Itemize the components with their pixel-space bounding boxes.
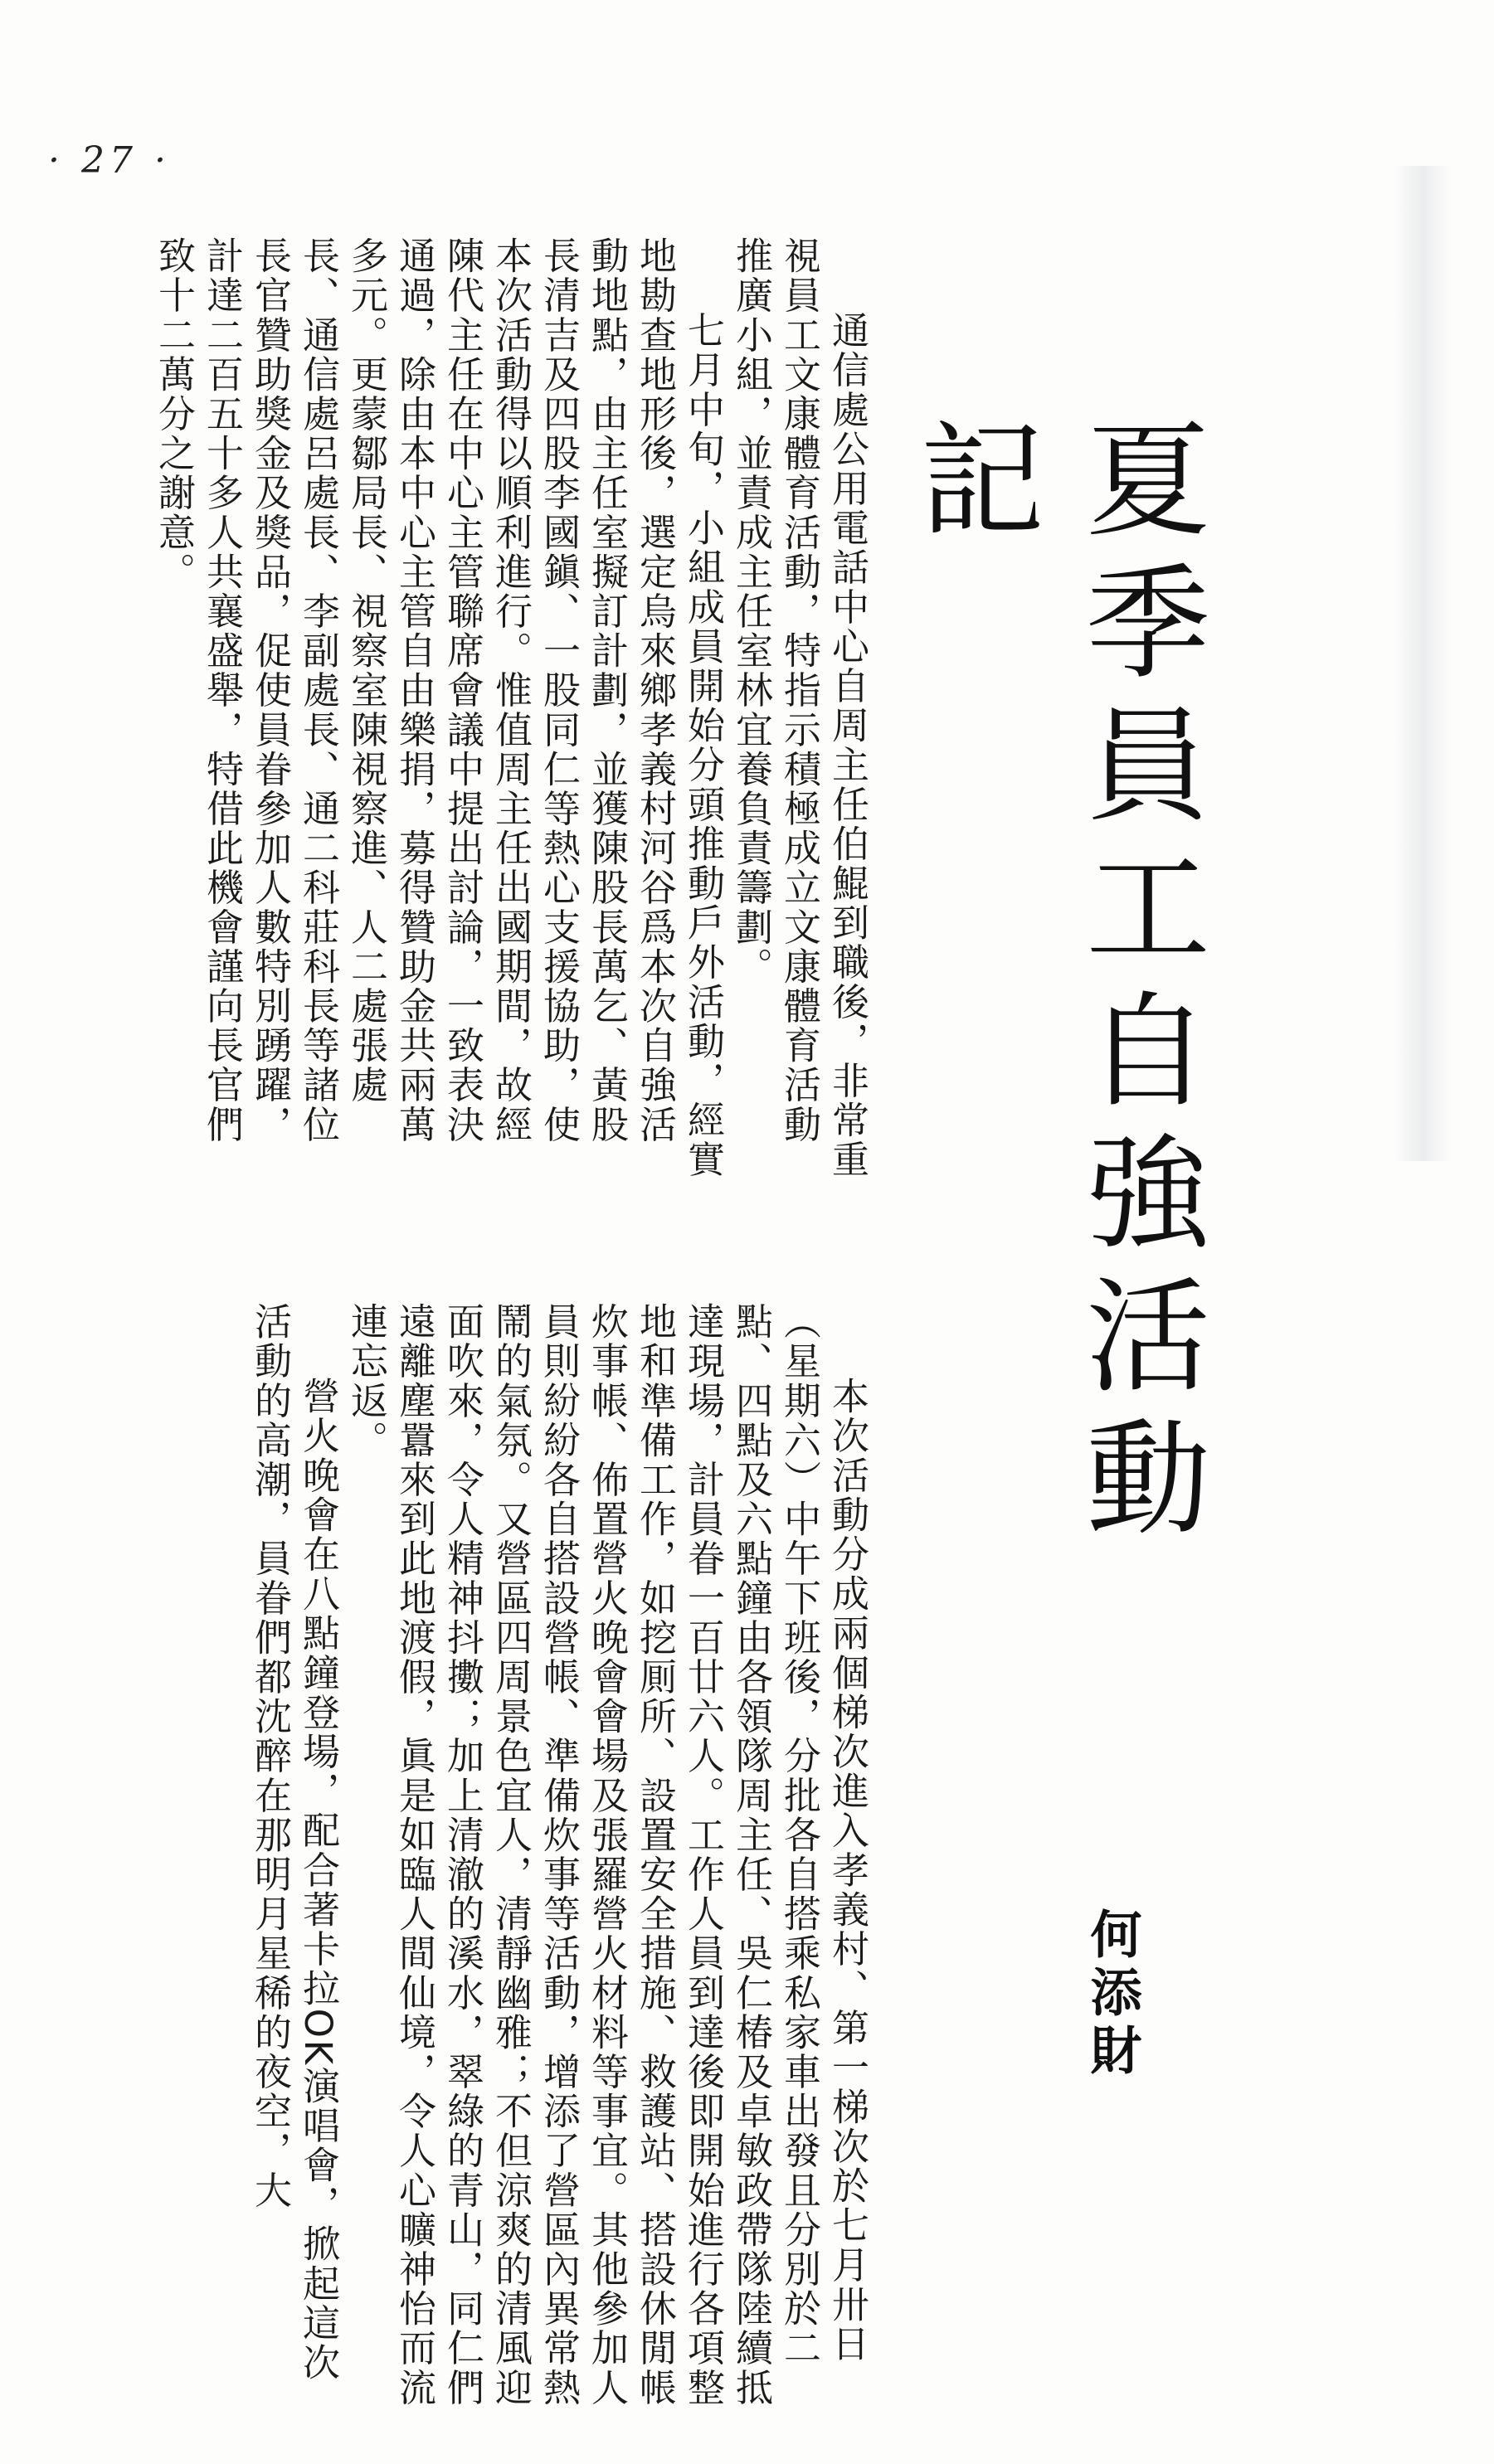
paragraph: 本次活動分成兩個梯次進入孝義村、第一梯次於七月卅日（星期六）中午下班後，分批各自搭乘私家車出發且分別於二點、四點及六點鐘由各領隊周主任、吳仁椿及卓敏政帶隊陸續抵達現場，計員眷一百廿六人。工作人員到達後即開始進行各項整地和準備工作，如挖厠所、設置安全措施、救護站、搭設休閒帳炊事帳、佈置營火晚會會場及張羅營火材料等事宜。其他參加人員則紛紛各自搭設營帳、準備炊事等活動，增添了營區內異常熱鬧的氣氛。又營區四周景色宜人，清靜幽雅；不但涼爽的清風迎面吹來，令人精神抖擻；加上清澈的溪水，翠綠的青山，同仁們遠離塵囂來到此地渡假，眞是如臨人間仙境，令人心曠神怡而流連忘返。 <box>344 1302 869 2408</box>
paragraph: 七月中旬，小組成員開始分頭推動戶外活動，經實地勘查地形後，選定烏來鄉孝義村河谷爲本次自強活動地點，由主任室擬訂計劃，並獲陳股長萬乞、黃股長清吉及四股李國鎭、一股同仁等熱心支援協助，使本次活動得以順利進行。惟值周主任出國期間，故經陳代主任在中心主管聯席會議中提出討論，一致表決通過，除由本中心主管自由樂捐，募得贊助金共兩萬多元。更蒙鄒局長、視察室陳視察進、人二處張處長、通信處呂處長、李副處長、通二科莊科長等諸位長官贊助獎金及獎品，促使員眷參加人數特別踴躍，計達二百五十多人共襄盛舉，特借此機會謹向長官們致十二萬分之謝意。 <box>152 236 725 1180</box>
upper-text-block <box>50 236 871 1182</box>
paragraph: 營火晚會在八點鐘登場，配合著卡拉OK演唱會，掀起這次活動的高潮，員眷們都沈醉在那明月星稀的夜空，大 <box>248 1302 340 2383</box>
page-number: · 27 · <box>48 139 171 182</box>
bleed-through-shadow <box>1394 166 1452 1161</box>
author-name: 何添財 <box>1082 1908 1142 2082</box>
article-title: 夏季員工自強活動記 <box>898 415 1209 1556</box>
lower-text-block <box>50 1302 871 2413</box>
paragraph: 通信處公用電話中心自周主任伯鯤到職後，非常重視員工文康體育活動，特指示積極成立文康體育活動推廣小組，並責成主任室林宜養負責籌劃。 <box>729 236 869 1180</box>
